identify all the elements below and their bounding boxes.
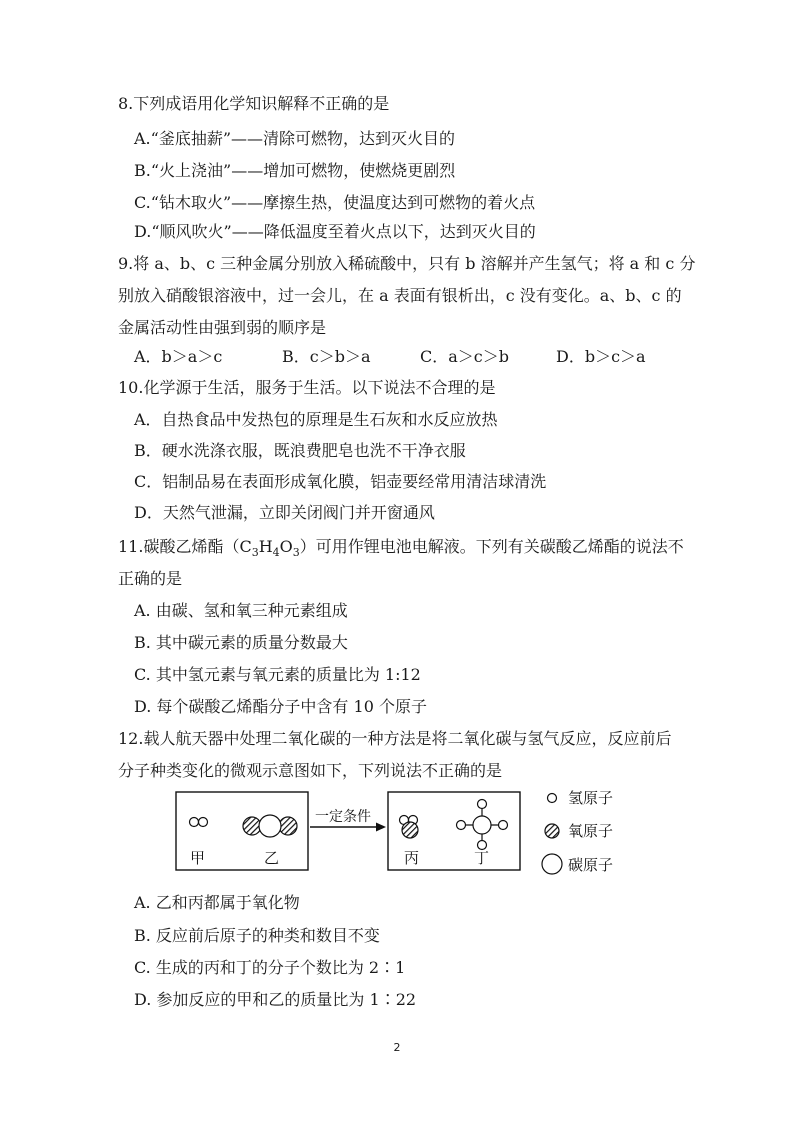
- q12-option-d: D. 参加反应的甲和乙的质量比为 1∶22: [134, 990, 417, 1009]
- q12-option-b: B. 反应前后原子的种类和数目不变: [134, 926, 380, 945]
- q12-stem-line2: 分子种类变化的微观示意图如下，下列说法不正确的是: [118, 761, 503, 780]
- q11-formula-h: H: [258, 537, 273, 556]
- q9-stem-line1: 9.将 a、b、c 三种金属分别放入稀硫酸中，只有 b 溶解并产生氢气；将 a 和 c 分: [118, 254, 696, 273]
- q11-stem-line1: [118, 537, 684, 563]
- q9-option-d: D．b＞c＞a: [556, 347, 646, 366]
- molecule-yi-co2: [243, 815, 297, 837]
- q8-option-b: B.“火上浇油”——增加可燃物，使燃烧更剧烈: [134, 161, 456, 180]
- q9-stem-line2: 别放入硝酸银溶液中，过一会儿，在 a 表面有银析出，c 没有变化。a、b、c 的: [118, 286, 682, 305]
- q11-stem-line2: 正确的是: [118, 569, 183, 588]
- q12-option-a: A. 乙和丙都属于氧化物: [134, 893, 300, 912]
- q10-option-b: B．硬水洗涤衣服，既浪费肥皂也洗不干净衣服: [134, 441, 466, 460]
- legend-carbon-label: 碳原子: [568, 856, 614, 874]
- q12-stem-line1: 12.载人航天器中处理二氧化碳的一种方法是将二氧化碳与氢气反应，反应前后: [118, 729, 672, 748]
- q10-option-a: A．自热食品中发热包的原理是生石灰和水反应放热: [134, 410, 498, 429]
- reaction-micro-diagram: [170, 784, 630, 884]
- q11-sub-o: 3: [292, 546, 300, 560]
- q9-option-a: A．b＞a＞c: [134, 347, 223, 366]
- q8-stem: 8.下列成语用化学知识解释不正确的是: [118, 94, 390, 113]
- molecule-bing-h2o: [400, 816, 419, 839]
- legend: [542, 789, 613, 874]
- q11-option-c: C. 其中氢元素与氧元素的质量比为 1:12: [134, 665, 421, 684]
- label-jia: 甲: [190, 849, 206, 867]
- q11-option-a: A. 由碳、氢和氧三种元素组成: [134, 601, 348, 620]
- legend-oxygen-label: 氧原子: [568, 822, 614, 840]
- label-bing: 丙: [404, 849, 420, 867]
- q11-option-b: B. 其中碳元素的质量分数最大: [134, 633, 348, 652]
- q11-sub-h: 4: [272, 546, 280, 560]
- legend-carbon-swatch: [542, 854, 562, 874]
- legend-hydrogen-swatch: [548, 794, 557, 803]
- q9-option-b: B．c＞b＞a: [282, 347, 371, 366]
- q10-stem: 10.化学源于生活，服务于生活。以下说法不合理的是: [118, 378, 496, 397]
- q8-option-c: C.“钻木取火”——摩擦生热，使温度达到可燃物的着火点: [134, 193, 536, 212]
- arrow-condition-label: 一定条件: [315, 809, 371, 825]
- label-yi: 乙: [264, 849, 280, 867]
- q8-option-d: D.“顺风吹火”——降低温度至着火点以下，达到灭火目的: [134, 222, 536, 241]
- legend-oxygen-swatch: [545, 824, 559, 838]
- q9-option-c: C．a＞c＞b: [420, 347, 509, 366]
- q11-option-d: D. 每个碳酸乙烯酯分子中含有 10 个原子: [134, 697, 427, 716]
- molecule-ding-ch4: [457, 800, 508, 850]
- q11-formula-o: O: [279, 537, 293, 556]
- q8-option-a: A.“釜底抽薪”——清除可燃物，达到灭火目的: [134, 129, 456, 148]
- q10-option-c: C．铝制品易在表面形成氧化膜，铝壶要经常用清洁球清洗: [134, 472, 547, 491]
- q12-option-c: C. 生成的丙和丁的分子个数比为 2∶1: [134, 958, 406, 977]
- legend-hydrogen-label: 氢原子: [568, 789, 614, 807]
- q11-sub-c: 3: [251, 546, 259, 560]
- label-ding: 丁: [474, 849, 490, 867]
- molecule-jia-h2: [190, 818, 208, 827]
- q11-stem-post: ）可用作锂电池电解液。下列有关碳酸乙烯酯的说法不: [299, 537, 684, 556]
- page-number: 2: [393, 1041, 401, 1054]
- q9-stem-line3: 金属活动性由强到弱的顺序是: [118, 318, 327, 337]
- q11-stem-pre: 11.碳酸乙烯酯（C: [118, 537, 252, 556]
- q10-option-d: D．天然气泄漏，立即关闭阀门并开窗通风: [134, 503, 435, 522]
